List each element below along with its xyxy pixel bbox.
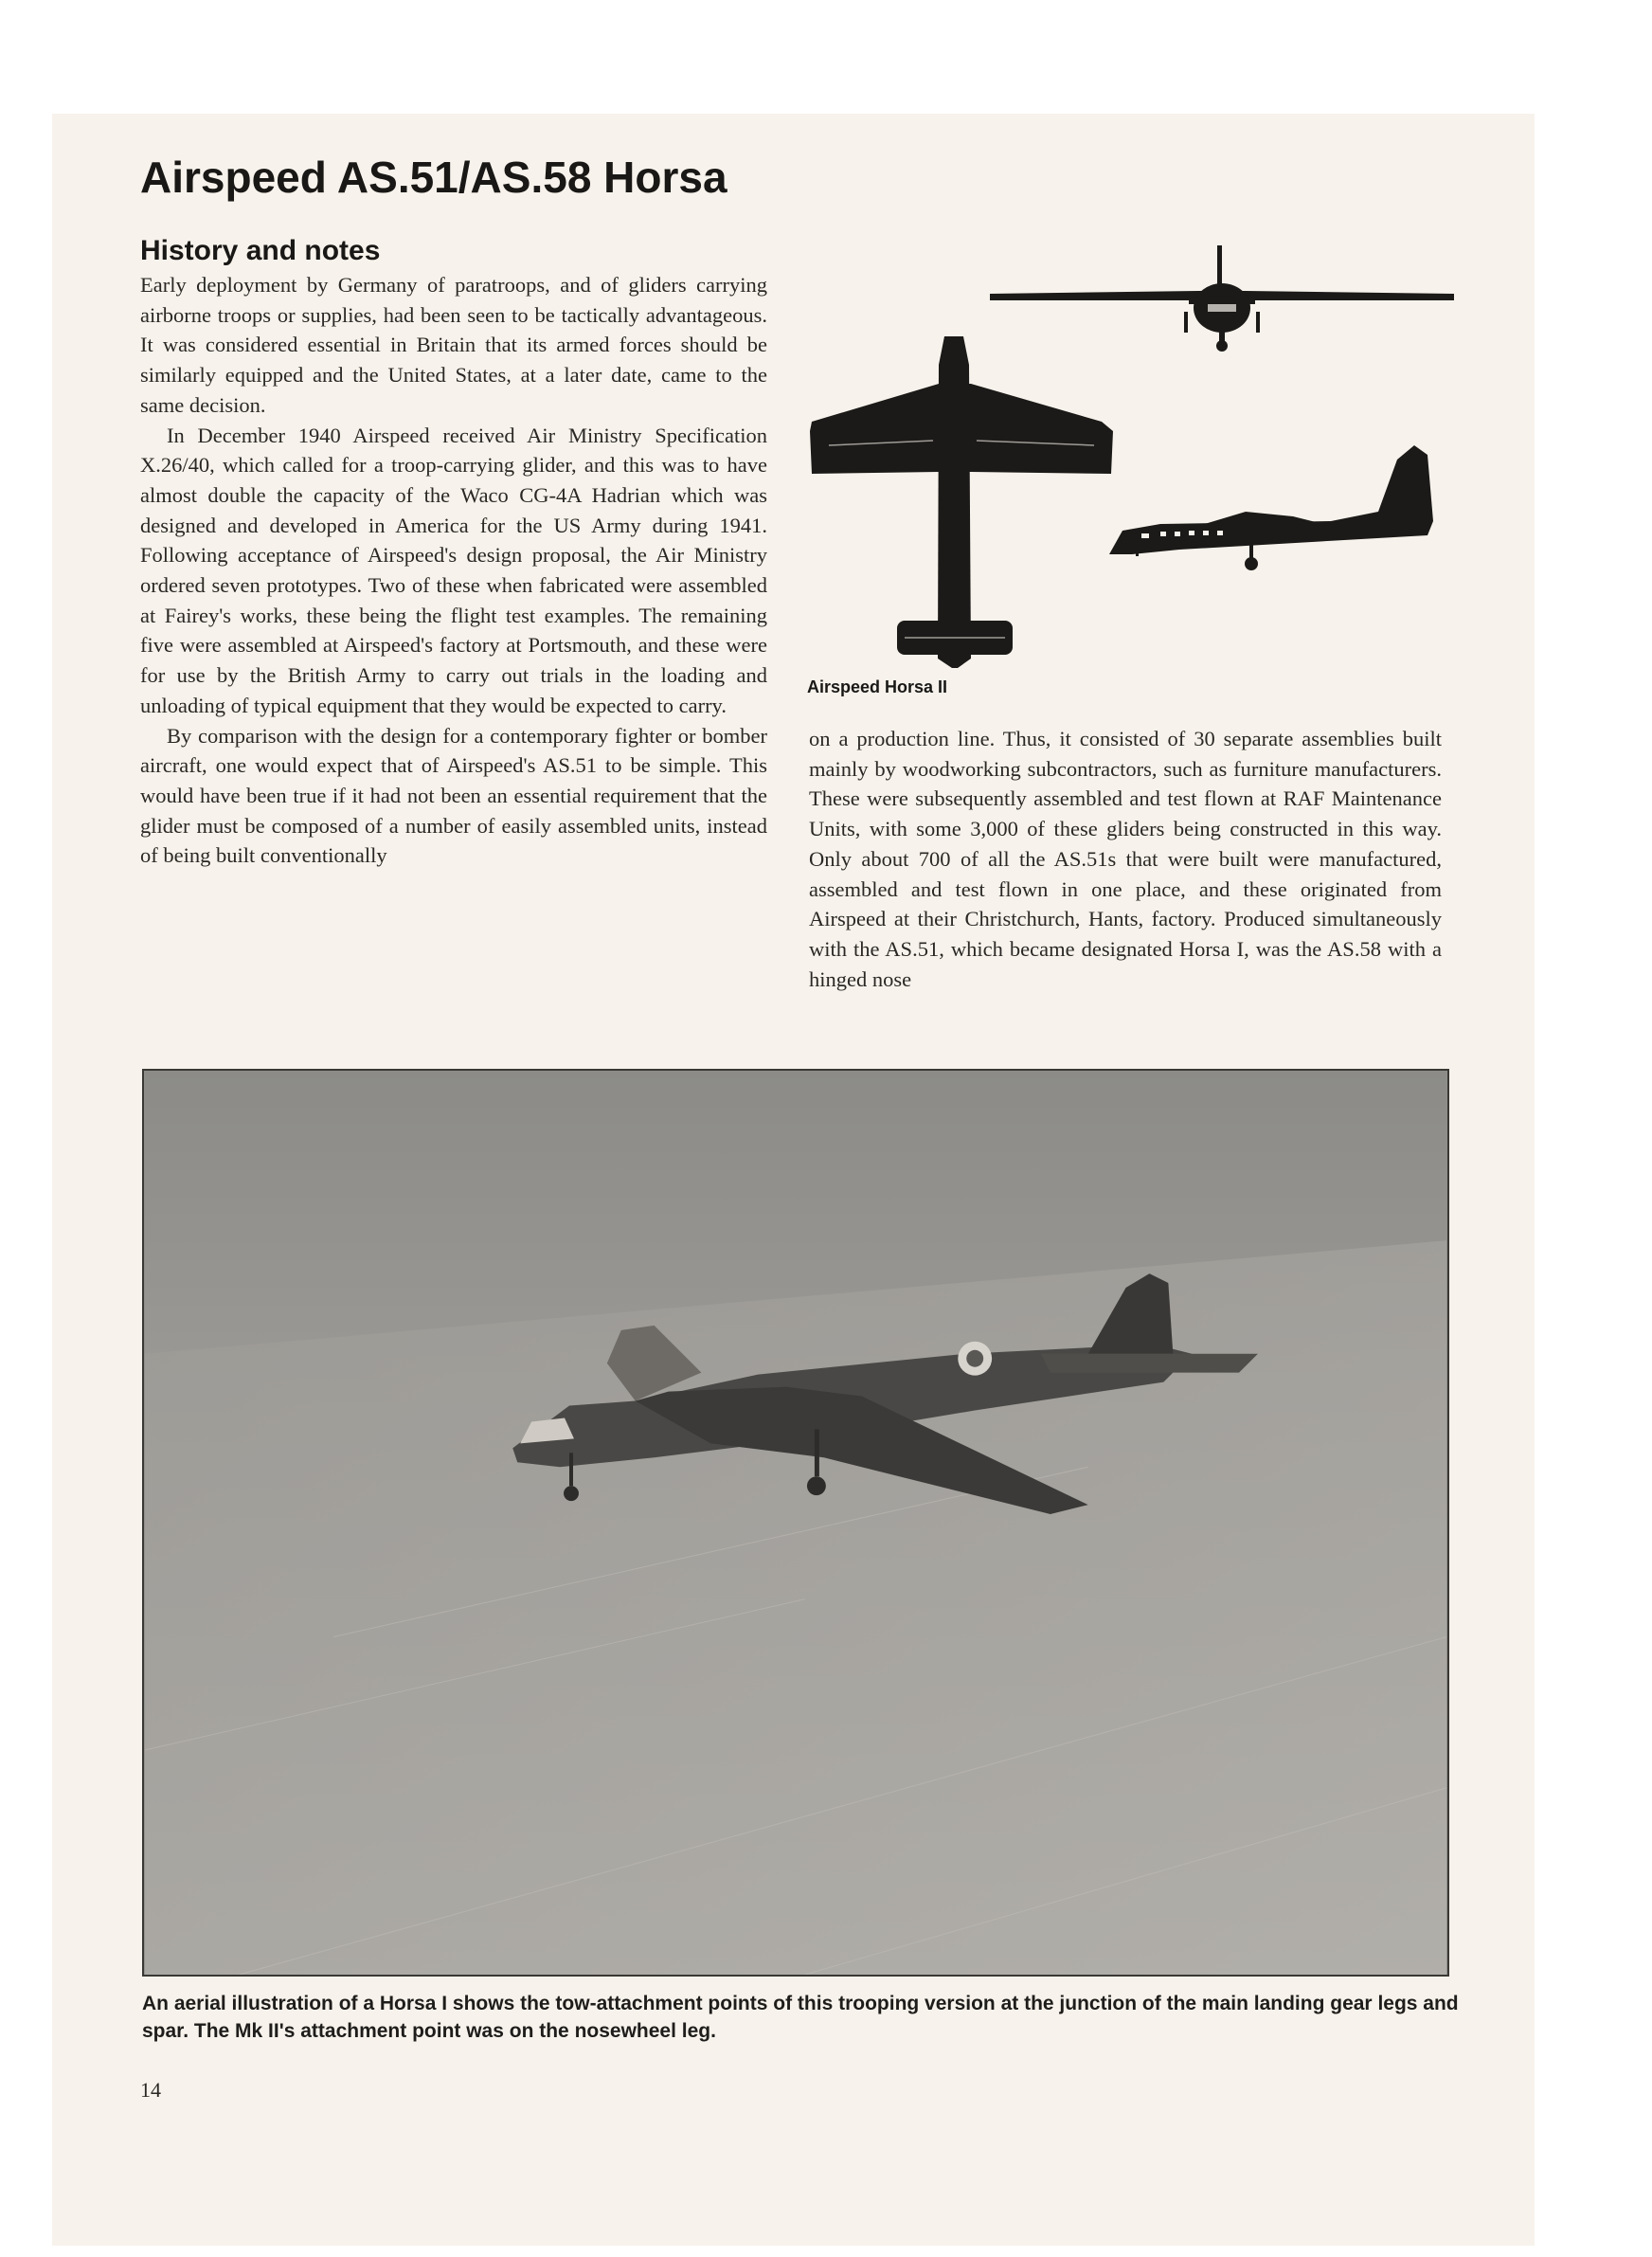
photo-caption: An aerial illustration of a Horsa I shows the tow-attachment points of this trooping version at the junction of the main landing gear legs and spar. The Mk II's attachment point was on the nosewheel leg.	[142, 1993, 1459, 2042]
section-heading: History and notes	[140, 235, 381, 266]
drawing-caption: Airspeed Horsa II	[807, 677, 948, 696]
left-text-column	[140, 270, 767, 871]
paragraph-2: In December 1940 Airspeed received Air Ministry Specification X.26/40, which called for a troop-carrying glider, and this was to have almost double the capacity of the Waco CG-4A Hadrian which was designed and developed in America for the US Army during 1941. Following acceptance of Airspeed's design proposal, the Air Ministry ordered seven prototypes. Two of these when fabricated were assembled at Fairey's works, these being the flight test examples. The remaining five were assembled at Airspeed's factory at Portsmouth, and these were for use by the British Army to carry out trials in the loading and unloading of typical equipment that they would be expected to carry.	[140, 423, 767, 717]
paragraph-3: By comparison with the design for a contemporary fighter or bomber aircraft, one would expect that of Airspeed's AS.51 to be simple. This would have been true if it had not been an essential requirement that the glider must be composed of a number of easily assembled units, instead of being built conventionally	[140, 723, 767, 868]
page-number: 14	[140, 2078, 161, 2102]
front-view-silhouette	[990, 245, 1454, 352]
article-title: Airspeed AS.51/AS.58 Horsa	[140, 153, 727, 202]
paragraph-1: Early deployment by Germany of paratroops, and of gliders carrying airborne troops or supplies, had been seen to be tactically advantageous. It was considered essential in Britain that its armed forces should be similarly equipped and the United States, at a later date, came to the same decision.	[140, 273, 767, 417]
aerial-photograph	[142, 1069, 1449, 1977]
right-text-column	[809, 724, 1442, 994]
three-view-drawing	[800, 242, 1454, 668]
photo-scene	[144, 1071, 1447, 1975]
plan-view-silhouette	[810, 336, 1113, 668]
side-view-silhouette	[1109, 445, 1433, 570]
paragraph-4: on a production line. Thus, it consisted of 30 separate assemblies built mainly by woodworking subcontractors, such as furniture manufacturers. These were subsequently assembled and test flown at RAF Maintenance Units, with some 3,000 of these gliders being constructed in this way. Only about 700 of all the AS.51s that were built were manufactured, assembled and test flown in one place, and these originated from Airspeed at their Christchurch, Hants, factory. Produced simultaneously with the AS.51, which became designated Horsa I, was the AS.58 with a hinged nose	[809, 727, 1442, 991]
